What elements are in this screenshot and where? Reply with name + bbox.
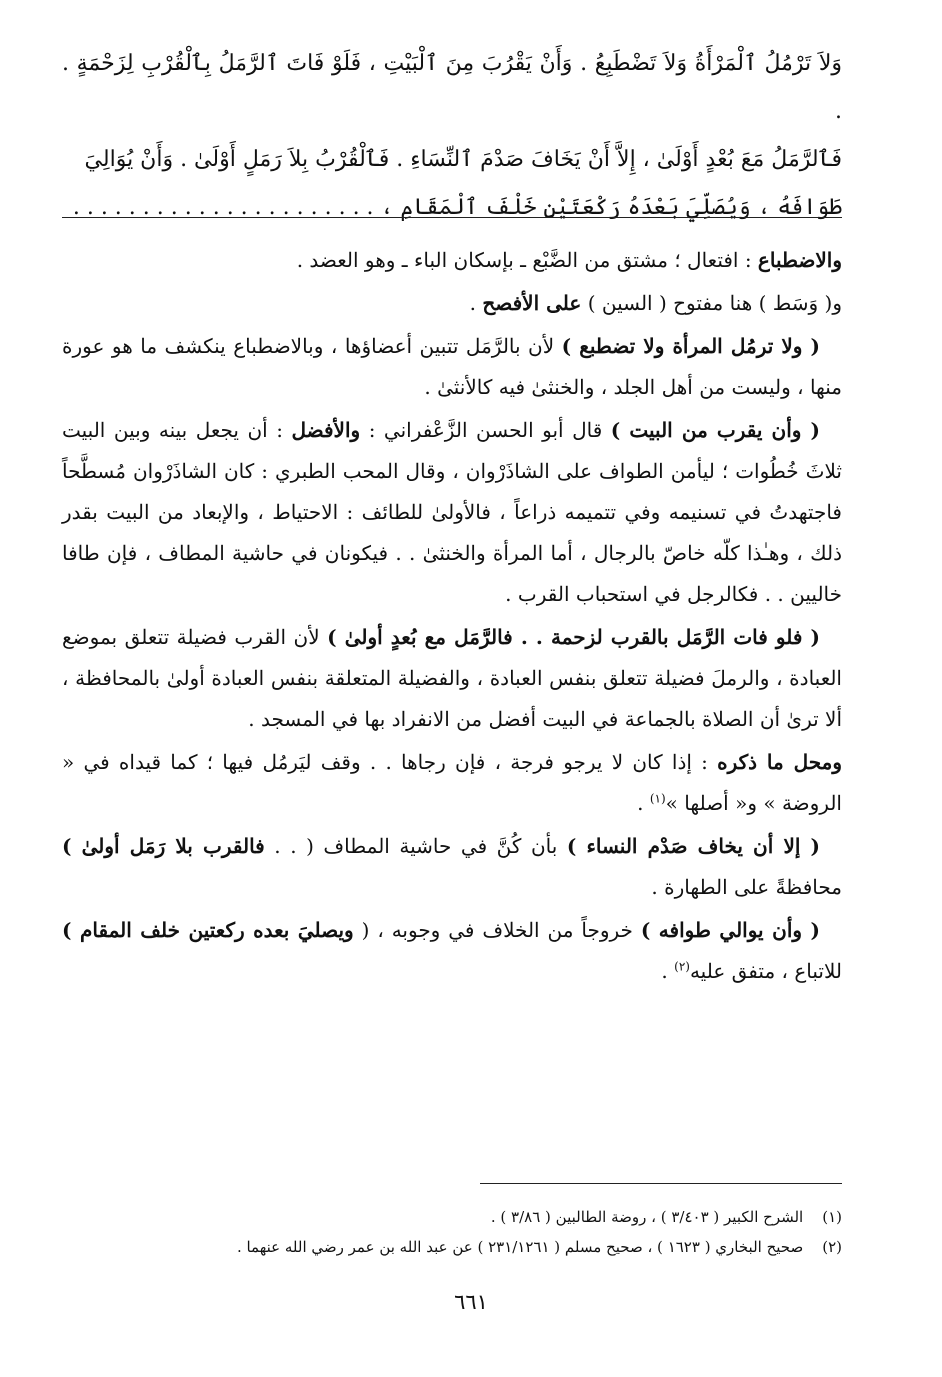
commentary-text: للاتباع ، متفق عليه	[689, 959, 842, 983]
commentary-paragraph-1	[62, 240, 842, 281]
commentary-text: .	[469, 291, 476, 315]
commentary-text: لأن بالرَّمَل تتبين أعضاؤها ، وبالاضطباع ينكشف ما هو عورة منها ، وليست من أهل الجلد ، والخنثىٰ فيه كالأنثىٰ .	[62, 334, 842, 399]
commentary-paragraph-7	[62, 826, 842, 908]
matn-line-2: فَٱلرَّمَلُ مَعَ بُعْدٍ أَوْلَىٰ ، إِلاَّ أَنْ يَخَافَ صَدْمَ ٱلنِّسَاءِ . فَٱلْقُرْبُ بِلاَ رَمَلٍ أَوْلَىٰ . وَأَنْ يُوَالِيَ	[84, 147, 842, 172]
commentary-paragraph-4	[62, 410, 842, 615]
term-bold: على الأفصح	[482, 291, 582, 315]
commentary-text: محافظةً على الطهارة .	[651, 875, 842, 899]
footnotes	[62, 1202, 842, 1262]
footnote-number: (٢)	[822, 1238, 842, 1256]
commentary-paragraph-3	[62, 326, 842, 408]
commentary-paragraph-5	[62, 617, 842, 740]
commentary-text: : أن يجعل بينه وبين البيت ثلاثَ خُطُوات ؛ ليأمن الطواف على الشاذَرْوان ، وقال المحب الطبري : كان الشاذَرْوان مُسطَّحاً فاجتهدتُ في تسنيمه وفي تتميمه ذراعاً ، فالأولىٰ للطائف : الاحتياط ، والإبعاد من البيت بقدر ذلك ، وهـٰذا كلّه خاصّ بالرجال ، أما المرأة والخنثىٰ . . فيكونان في حاشية المطاف ، فإن طافا خاليين . . فكالرجل في استحباب القرب .	[62, 418, 842, 606]
term-bold: ومحل ما ذكره	[717, 750, 842, 774]
commentary-text: بأن كُنَّ في حاشية المطاف ( . .	[274, 834, 558, 858]
quoted-matn-bold: ( وأن يقرب من البيت )	[610, 418, 821, 442]
quoted-matn-bold: ( وأن يوالي طوافه )	[640, 918, 821, 942]
term-bold: والاضطباع	[757, 248, 842, 272]
quoted-matn-bold: ويصليَ بعده ركعتين خلف المقام )	[62, 918, 354, 942]
commentary-text: لأن القرب فضيلة تتعلق بموضع العبادة ، والرملَ فضيلة تتعلق بنفس العبادة ، والفضيلة المتعلقة بنفس العبادة أولىٰ بالمحافظة ، ألا ترىٰ أن الصلاة بالجماعة في البيت أفضل من الانفراد بها في المسجد .	[62, 625, 842, 731]
commentary-paragraph-2	[62, 283, 842, 324]
footnote-2	[62, 1232, 842, 1262]
matn-text	[62, 40, 842, 232]
commentary-text: و( وَسَط ) هنا مفتوح ( السين )	[587, 291, 842, 315]
quoted-matn-bold: ( فلو فات الرَّمَل بالقرب لزحمة . . فالرَّمَل مع بُعدٍ أولىٰ )	[327, 625, 821, 649]
footnote-text: صحيح البخاري ( ١٦٢٣ ) ، صحيح مسلم ( ٢٣١/١٢٦١ ) عن عبد الله بن عمر رضي الله عنهما .	[236, 1238, 804, 1256]
quoted-matn-bold: ( ولا ترمُل المرأة ولا تضطبع )	[561, 334, 821, 358]
commentary-paragraph-8	[62, 910, 842, 992]
commentary-text: : إذا كان لا يرجو فرجة ، فإن رجاها . . وقف ليَرمُل فيها ؛ كما قيداه في « الروضة » و« أصلها »	[62, 750, 842, 815]
commentary-text: .	[637, 791, 644, 815]
footnote-ref-2: (٢)	[674, 959, 690, 974]
footnote-1	[62, 1202, 842, 1232]
separator-rule	[62, 217, 842, 218]
footnote-text: الشرح الكبير ( ٣/٤٠٣ ) ، روضة الطالبين ( ٣/٨٦ ) .	[490, 1208, 804, 1226]
quoted-matn-bold: ( إلا أن يخاف صَدْم النساء )	[566, 834, 821, 858]
commentary-text: خروجاً من الخلاف في وجوبه ، (	[361, 918, 633, 942]
footnote-ref-1: (١)	[649, 791, 666, 806]
matn-block	[62, 40, 842, 232]
footnote-separator	[480, 1183, 842, 1184]
footnote-number: (١)	[822, 1208, 842, 1226]
matn-line-1: وَلاَ تَرْمُلُ ٱلْمَرْأَةُ وَلاَ تَضْطَبِعُ . وَأَنْ يَقْرُبَ مِنَ ٱلْبَيْتِ ، فَلَوْ فَاتَ ٱلرَّمَلُ بِٱلْقُرْبِ لِزَحْمَةٍ . .	[62, 51, 842, 124]
commentary-text: .	[661, 959, 668, 983]
commentary-block	[62, 240, 842, 994]
term-bold: والأفضل	[291, 418, 361, 442]
commentary-text: : افتعال ؛ مشتق من الضَّبْع ـ بإسكان الباء ـ وهو العضد .	[296, 248, 752, 272]
quoted-matn-bold: فالقرب بلا رَمَل أولىٰ )	[62, 834, 265, 858]
commentary-text: قال أبو الحسن الزَّعْفراني :	[368, 418, 603, 442]
matn-line-3: طَوَافَهُ ، وَيُصَلِّيَ بَعْدَهُ رَكْعَتَيْنِ خَلْفَ ٱلْمَقَامِ ، . . . . . . . . . . . . . . . . . . . . . .	[72, 195, 842, 220]
commentary-paragraph-6	[62, 742, 842, 824]
page-number: ٦٦١	[454, 1290, 488, 1314]
